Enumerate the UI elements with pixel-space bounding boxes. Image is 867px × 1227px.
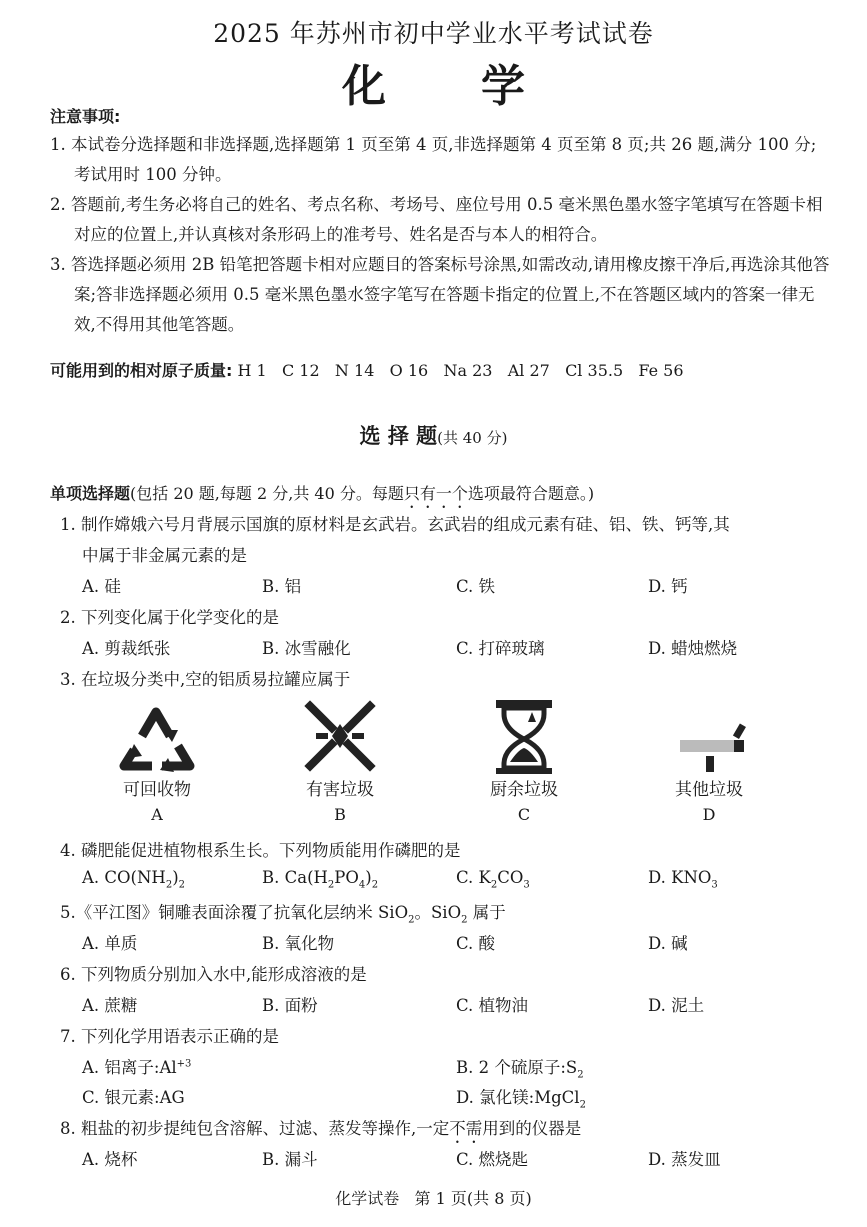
q8-option-c: C. 燃烧匙 [456,1150,529,1169]
q5-option-d: D. 碱 [648,934,688,953]
q8-stem: 8. 粗盐的初步提纯包含溶解、过滤、蒸发等操作,一定不需用到的仪器是 [60,1119,582,1138]
atomic-masses-label: 可能用到的相对原子质量: [50,361,233,380]
exam-title: 2025 年苏州市初中学业水平考试试卷 [213,19,654,48]
q2-option-d: D. 蜡烛燃烧 [648,639,738,658]
notice-item: 2. 答题前,考生务必将自己的姓名、考点名称、考场号、座位号用 0.5 毫米黑色墨水签字笔填写在答题卡相对应的位置上,并认真核对条形码上的准考号、姓名是否与本人的相符合。 [50,195,823,244]
page-footer: 化学试卷 第 1 页(共 8 页) [335,1189,532,1208]
atomic-masses-values: H 1 C 12 N 14 O 16 Na 23 Al 27 Cl 35.5 Fe 56 [237,361,684,380]
atomic-masses [50,358,684,381]
bin-label-kitchen: 厨余垃圾 [490,780,558,800]
section-heading [0,420,867,450]
hazardous-icon [302,700,378,772]
q2-option-c: C. 打碎玻璃 [456,639,545,658]
recycle-icon [112,700,202,772]
q7-option-b: B. 2 个硫原子$:S_2$ [456,1058,584,1081]
q7-option-c: C. 银元素:AG [82,1088,185,1107]
q5-option-a: A. 单质 [82,934,138,953]
q8-option-d: D. 蒸发皿 [648,1150,721,1169]
q4-option-b: B. $Ca(H_2PO_4)_2$ [262,868,379,891]
instructions-emphasis: 只有一个 [403,484,468,503]
instructions-text-end: 选项最符合题意。) [467,484,595,503]
q6-stem: 6. 下列物质分别加入水中,能形成溶液的是 [60,965,367,984]
q6-option-a: A. 蔗糖 [82,996,138,1015]
q1-stem-line1: 1. 制作嫦娥六号月背展示国旗的原材料是玄武岩。玄武岩的组成元素有硅、铝、铁、钙等,其 [60,515,730,534]
q4-option-a: A. $CO(NH_2)_2$ [82,868,186,891]
bin-label-hazardous: 有害垃圾 [306,780,374,800]
notice-item: 1. 本试卷分选择题和非选择题,选择题第 1 页至第 4 页,非选择题第 4 页至第 8 页;共 26 题,满分 100 分;考试用时 100 分钟。 [50,135,817,184]
q5-stem: 5.《平江图》铜雕表面涂覆了抗氧化层纳米 SiO$_2$。SiO$_2$ 属于 [60,903,506,926]
q3-stem: 3. 在垃圾分类中,空的铝质易拉罐应属于 [60,670,351,689]
notice-item: 3. 答选择题必须用 2B 铅笔把答题卡相对应题目的答案标号涂黑,如需改动,请用橡皮擦干净后,再选涂其他答案;答非选择题必须用 0.5 毫米黑色墨水签字笔写在答题卡指定的位置上,不在答题区域内的答案一律无效,不得用其他笔答题。 [50,255,830,334]
q6-option-c: C. 植物油 [456,996,529,1015]
bin-label-recyclable: 可回收物 [123,780,191,800]
q6-option-b: B. 面粉 [262,996,318,1015]
kitchen-waste-icon [492,698,556,774]
q7-option-a: A. 铝离子$:Al^{+3}$ [82,1058,192,1077]
q4-stem: 4. 磷肥能促进植物根系生长。下列物质能用作磷肥的是 [60,841,461,860]
q2-option-a: A. 剪裁纸张 [82,639,171,658]
q5-option-c: C. 酸 [456,934,496,953]
q1-option-c: C. 铁 [456,577,496,596]
q8-option-a: A. 烧杯 [82,1150,138,1169]
notice-list [50,130,830,340]
q1-stem-line2: 中属于非金属元素的是 [82,546,247,565]
q7-stem: 7. 下列化学用语表示正确的是 [60,1027,279,1046]
bin-letter-c: C [517,805,531,824]
q5-option-b: B. 氧化物 [262,934,335,953]
section-instructions [50,481,594,512]
q4-option-c: C. $K_2CO_3$ [456,868,530,891]
q1-option-d: D. 钙 [648,577,688,596]
subject-title: 化学 [342,61,620,112]
q8-option-b: B. 漏斗 [262,1150,318,1169]
bin-letter-b: B [334,805,346,824]
other-waste-icon [672,718,752,772]
q6-option-d: D. 泥土 [648,996,705,1015]
instructions-text: (包括 20 题,每题 2 分,共 40 分。每题 [130,484,404,503]
q1-option-b: B. 铝 [262,577,302,596]
bin-letter-a: A [151,805,163,824]
notice-heading: 注意事项: [50,107,121,126]
q2-option-b: B. 冰雪融化 [262,639,351,658]
q7-option-d: D. 氯化镁:MgCl$_2$ [456,1088,586,1111]
q4-option-d: D. $KNO_3$ [648,868,718,891]
q1-option-a: A. 硅 [82,577,121,596]
instructions-bold: 单项选择题 [50,484,131,503]
section-points: (共 40 分) [437,429,508,447]
q2-stem: 2. 下列变化属于化学变化的是 [60,608,279,627]
bin-letter-d: D [702,805,716,824]
section-title: 选 择 题 [359,424,438,448]
bin-label-other: 其他垃圾 [675,780,743,800]
